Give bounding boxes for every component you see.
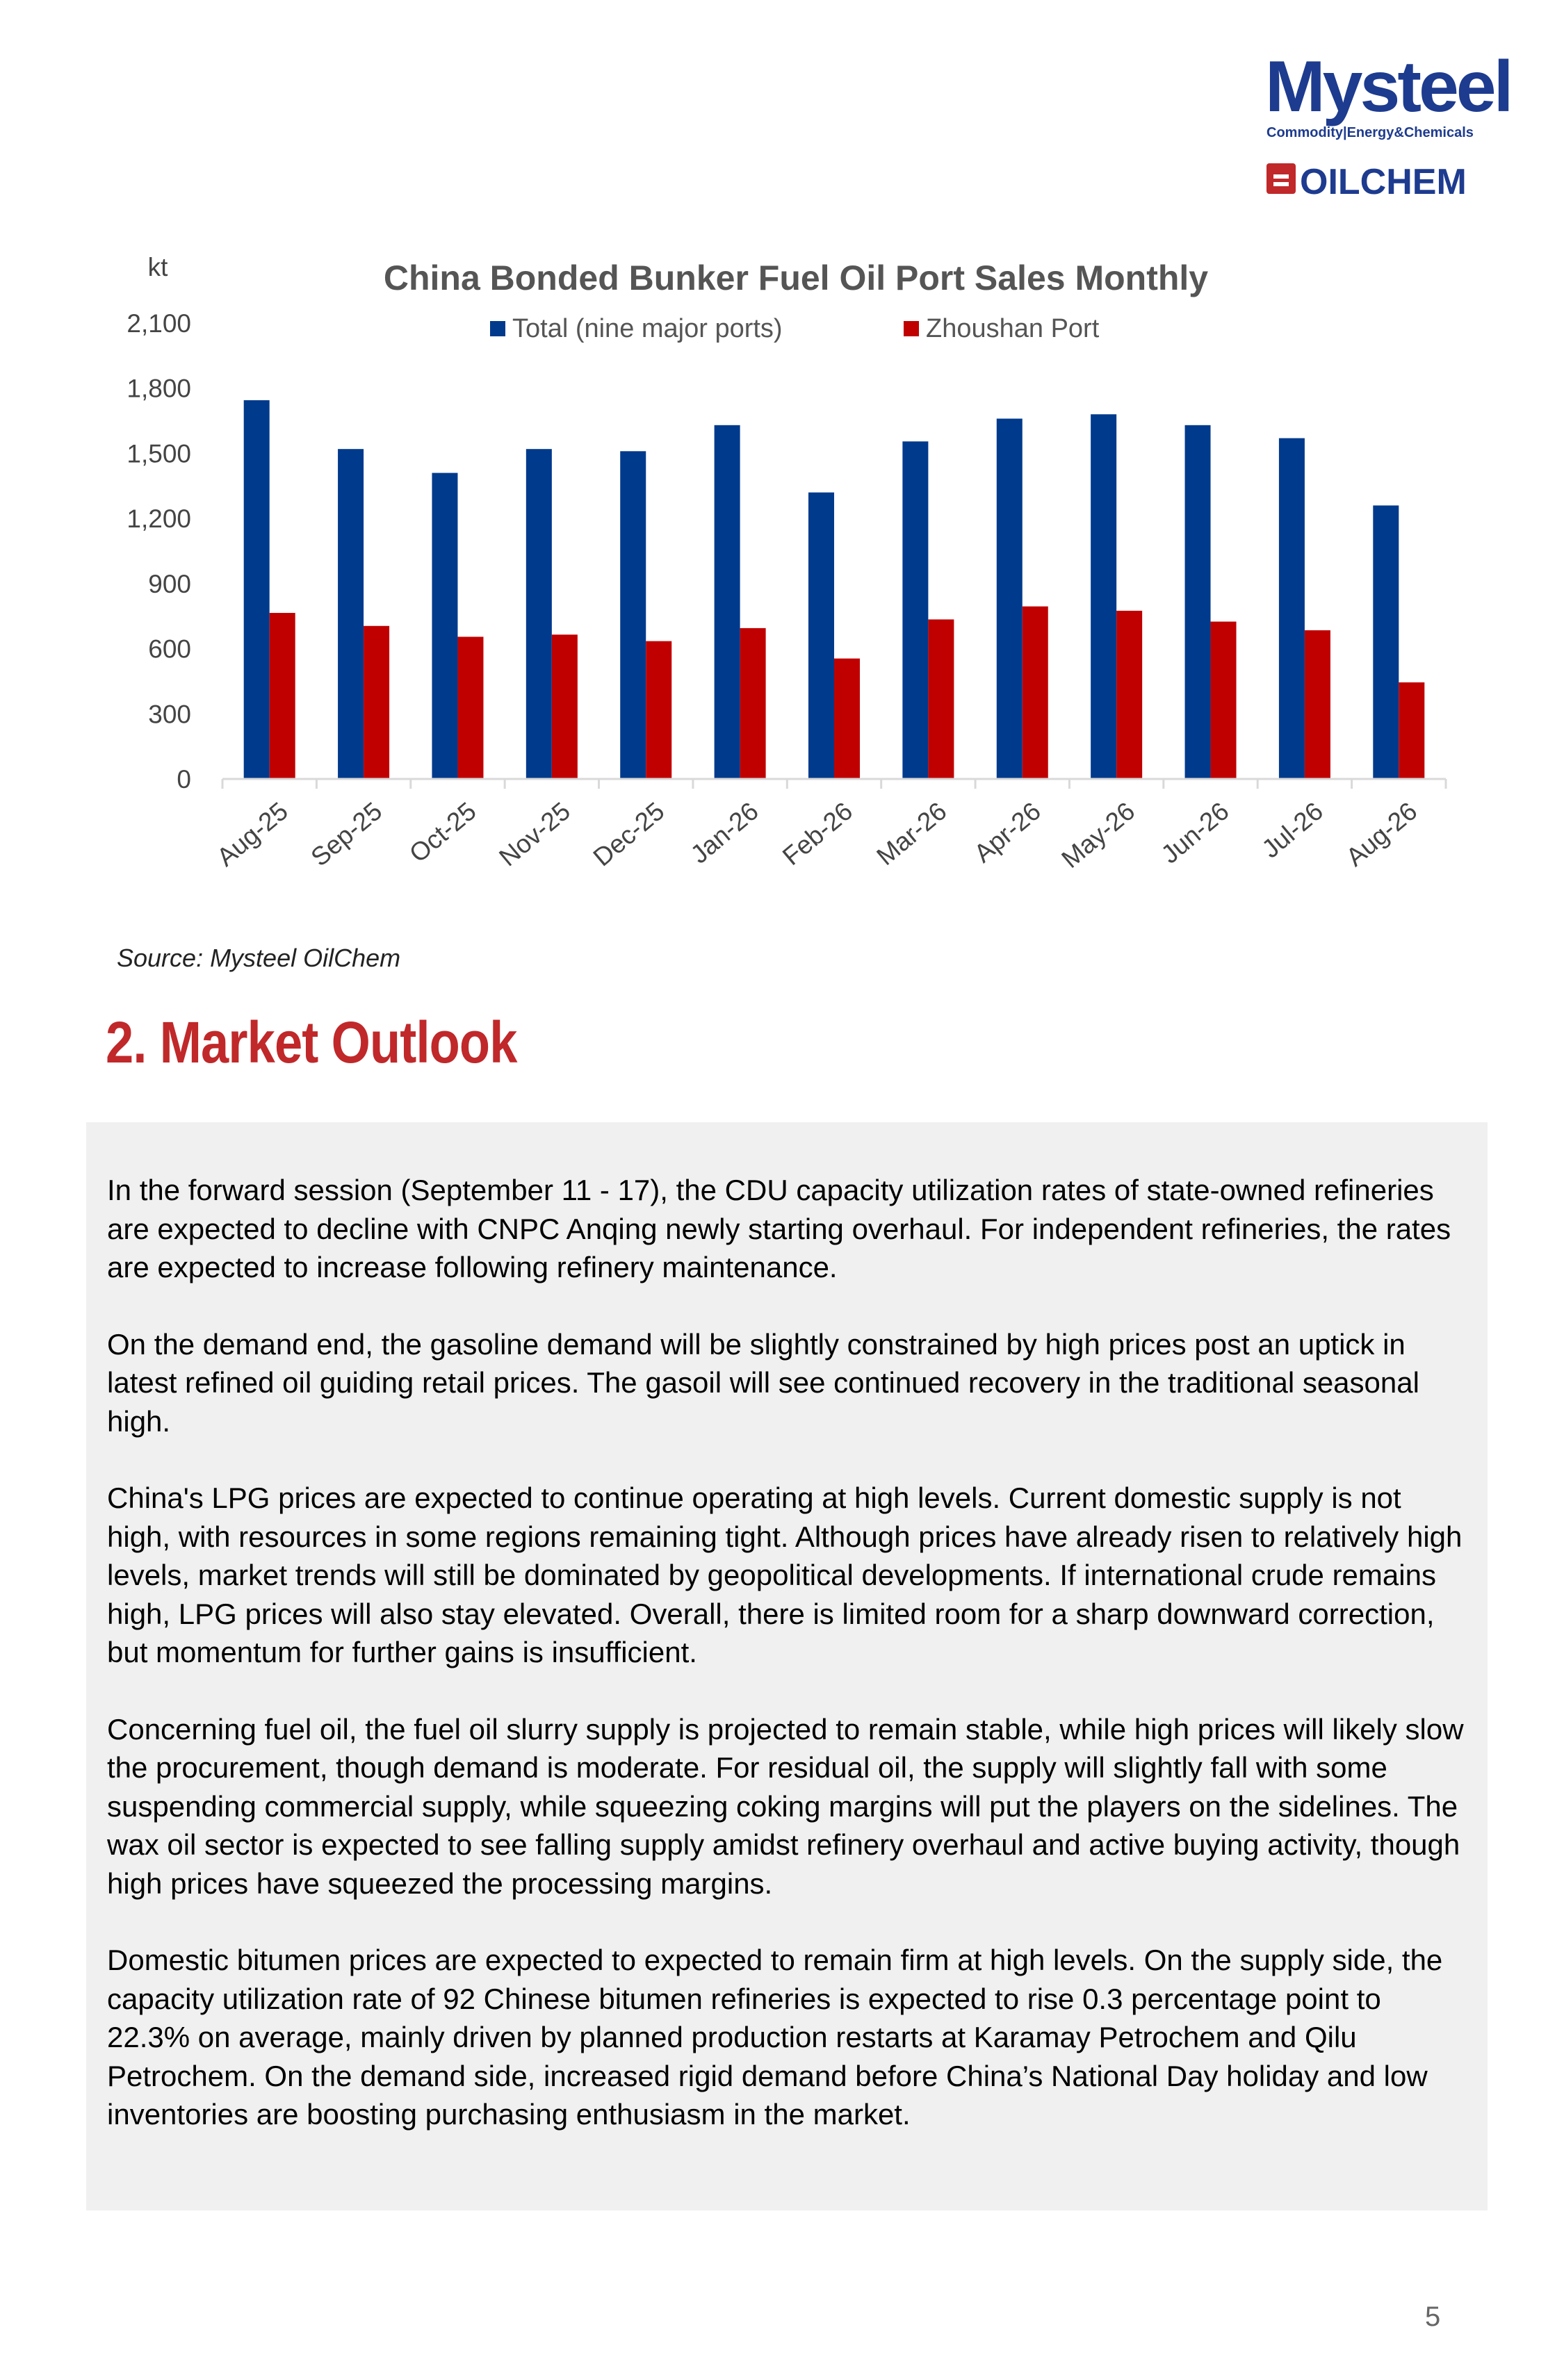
bar-total: [1091, 414, 1116, 779]
bar-zhoushan: [552, 634, 578, 779]
outlook-paragraph: China's LPG prices are expected to continue operating at high levels. Current domestic supply is not high, with resources in some regions remaining tight. Although prices have already risen to relatively high levels, market trends will still be dominated by geopolitical developments. If international crude remains high, LPG prices will also stay elevated. Overall, there is limited room for a sharp downward correction, but momentum for further gains is insufficient.: [107, 1482, 1463, 1668]
chart-title: China Bonded Bunker Fuel Oil Port Sales Monthly: [383, 258, 1209, 297]
bar-zhoushan: [646, 641, 671, 779]
x-tick-label: Sep-25: [305, 796, 388, 872]
bunker-sales-chart: [90, 247, 1508, 935]
bar-total: [715, 425, 740, 779]
legend-label: Total (nine major ports): [512, 314, 783, 343]
x-axis-ticks: [211, 779, 1446, 873]
bar-total: [432, 473, 457, 779]
y-tick-label: 1,200: [127, 504, 191, 534]
logo-brand: Mysteel: [1265, 47, 1511, 127]
bar-zhoushan: [1399, 682, 1424, 779]
x-tick-label: Dec-25: [587, 796, 670, 872]
oilchem-logo-icon: [1266, 163, 1296, 194]
bar-total: [1185, 425, 1211, 779]
outlook-paragraph: Concerning fuel oil, the fuel oil slurry supply is projected to remain stable, while high prices will likely slow the procurement, though demand is moderate. For residual oil, the supply will slightly fall with some suspending commercial supply, while squeezing coking margins will put the players on the sidelines. The wax oil sector is expected to see falling supply amidst refinery overhaul and active buying activity, though high prices have squeezed the processing margins.: [107, 1712, 1464, 1900]
outlook-paragraph: Domestic bitumen prices are expected to expected to remain firm at high levels. On the supply side, the capacity utilization rate of 92 Chinese bitumen refineries is expected to rise 0.3 percentage point to 22.3% on average, mainly driven by planned production restarts at Karamay Petrochem and Qilu Petrochem. On the demand side, increased rigid demand before China’s National Day holiday and low inventories are boosting purchasing enthusiasm in the market.: [107, 1944, 1443, 2131]
bar-total: [997, 418, 1023, 779]
bar-zhoushan: [364, 626, 389, 779]
y-tick-label: 300: [148, 700, 191, 729]
bar-zhoushan: [457, 637, 483, 779]
x-tick-label: Jun-26: [1155, 796, 1235, 869]
bar-zhoushan: [270, 613, 295, 779]
y-axis-ticks: [127, 309, 191, 794]
y-tick-label: 1,500: [127, 439, 191, 468]
logo-tagline: Commodity|Energy&Chemicals: [1266, 125, 1474, 140]
x-tick-label: Jan-26: [685, 796, 764, 869]
mysteel-oilchem-logo: [1265, 38, 1529, 205]
outlook-paragraph: On the demand end, the gasoline demand will be slightly constrained by high prices post an uptick in latest refined oil guiding retail prices. The gasoil will see continued recovery in the traditional seasonal high.: [107, 1327, 1419, 1438]
y-axis-unit: kt: [147, 253, 168, 281]
bar-zhoushan: [928, 619, 954, 779]
market-outlook-box: [86, 1122, 1488, 2210]
x-tick-label: Nov-25: [494, 796, 576, 872]
bar-zhoushan: [740, 628, 766, 779]
x-tick-label: Feb-26: [777, 796, 858, 871]
bar-zhoushan: [1305, 630, 1330, 779]
bar-total: [1373, 505, 1399, 779]
bar-zhoushan: [1211, 622, 1237, 779]
bar-zhoushan: [834, 659, 860, 779]
bar-zhoushan: [1116, 611, 1142, 779]
bar-zhoushan: [1023, 607, 1048, 779]
legend-swatch: [490, 321, 505, 336]
y-tick-label: 0: [177, 765, 191, 794]
outlook-paragraph: In the forward session (September 11 - 17), the CDU capacity utilization rates of state-owned refineries are expected to decline with CNPC Anqing newly starting overhaul. For independent refineries, the rates are expected to increase following refinery maintenance.: [107, 1174, 1451, 1283]
bar-total: [244, 400, 270, 779]
bar-total: [620, 451, 646, 779]
x-tick-label: May-26: [1056, 796, 1141, 874]
x-tick-label: Jul-26: [1256, 796, 1329, 864]
y-tick-label: 600: [148, 634, 191, 664]
x-tick-label: Aug-26: [1340, 796, 1423, 872]
bar-total: [526, 449, 552, 779]
chart-legend: [490, 314, 1100, 343]
section-title: 2. Market Outlook: [106, 1010, 517, 1075]
page-number: 5: [1425, 2301, 1441, 2332]
chart-bars: [244, 400, 1425, 779]
x-tick-label: Aug-25: [211, 796, 293, 872]
x-tick-label: Oct-25: [404, 796, 482, 869]
bar-total: [338, 449, 364, 779]
y-tick-label: 2,100: [127, 309, 191, 338]
legend-label: Zhoushan Port: [926, 314, 1100, 343]
logo-brand2: OILCHEM: [1300, 162, 1467, 202]
bar-total: [1279, 438, 1305, 779]
bar-total: [902, 441, 928, 779]
bar-total: [808, 493, 834, 779]
x-tick-label: Apr-26: [968, 796, 1046, 869]
y-tick-label: 900: [148, 569, 191, 598]
x-tick-label: Mar-26: [871, 796, 952, 871]
legend-swatch: [904, 321, 919, 336]
chart-source: Source: Mysteel OilChem: [117, 944, 401, 972]
y-tick-label: 1,800: [127, 374, 191, 403]
